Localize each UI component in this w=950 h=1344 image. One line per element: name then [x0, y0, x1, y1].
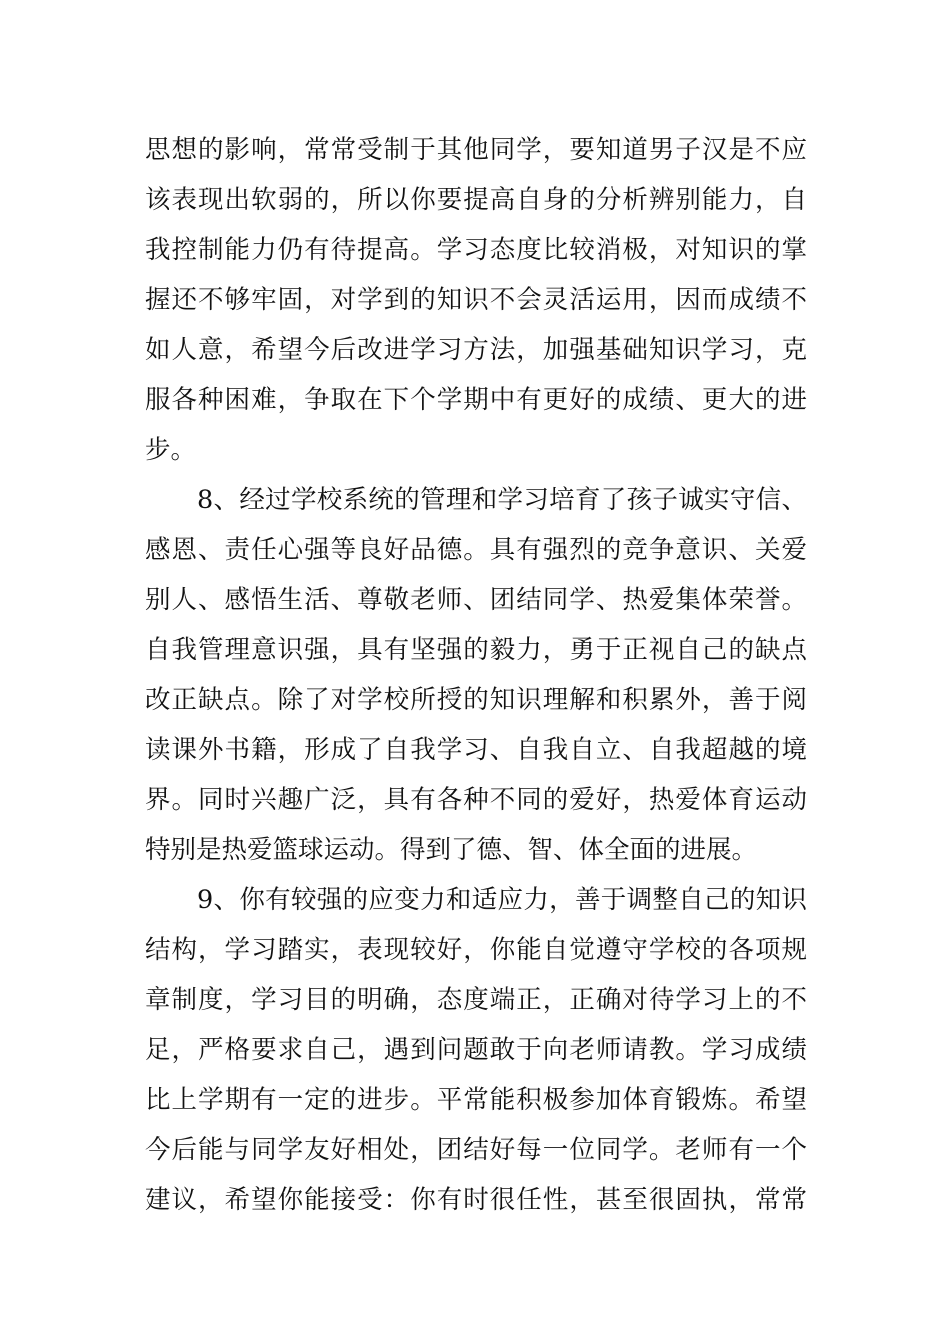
text-line: 章制度，学习目的明确，态度端正，正确对待学习上的不	[145, 985, 807, 1015]
text-line: 握还不够牢固，对学到的知识不会灵活运用，因而成绩不	[145, 285, 807, 315]
text-line: 别人、感悟生活、尊敬老师、团结同学、热爱集体荣誉。	[145, 585, 807, 615]
text-line: 思想的影响，常常受制于其他同学，要知道男子汉是不应	[145, 135, 807, 165]
text-line: 我控制能力仍有待提高。学习态度比较消极，对知识的掌	[145, 235, 807, 265]
text-line: 足，严格要求自己，遇到问题敢于向老师请教。学习成绩	[145, 1035, 807, 1065]
text-line: 步。	[145, 435, 197, 465]
text-line: 自我管理意识强，具有坚强的毅力，勇于正视自己的缺点	[145, 635, 807, 665]
text-line: 比上学期有一定的进步。平常能积极参加体育锻炼。希望	[145, 1085, 807, 1115]
text-line: 读课外书籍，形成了自我学习、自我自立、自我超越的境	[145, 735, 807, 765]
text-line: 界。同时兴趣广泛，具有各种不同的爱好，热爱体育运动	[145, 785, 807, 815]
text-line: 特别是热爱篮球运动。得到了德、智、体全面的进展。	[145, 835, 758, 865]
text-line: 结构，学习踏实，表现较好，你能自觉遵守学校的各项规	[145, 935, 807, 965]
text-line: 如人意，希望今后改进学习方法，加强基础知识学习，克	[145, 335, 807, 365]
text-line: 建议，希望你能接受：你有时很任性，甚至很固执，常常	[145, 1185, 807, 1215]
text-line: 服各种困难，争取在下个学期中有更好的成绩、更大的进	[145, 385, 807, 415]
text-line: 今后能与同学友好相处，团结好每一位同学。老师有一个	[145, 1135, 807, 1165]
paragraph-start-line: 8、经过学校系统的管理和学习培育了孩子诚实守信、	[197, 485, 807, 515]
paragraph-start-line: 9、你有较强的应变力和适应力，善于调整自己的知识	[197, 885, 807, 915]
text-line: 该表现出软弱的，所以你要提高自身的分析辨别能力，自	[145, 185, 807, 215]
text-line: 改正缺点。除了对学校所授的知识理解和积累外，善于阅	[145, 685, 807, 715]
text-line: 感恩、责任心强等良好品德。具有强烈的竞争意识、关爱	[145, 535, 807, 565]
